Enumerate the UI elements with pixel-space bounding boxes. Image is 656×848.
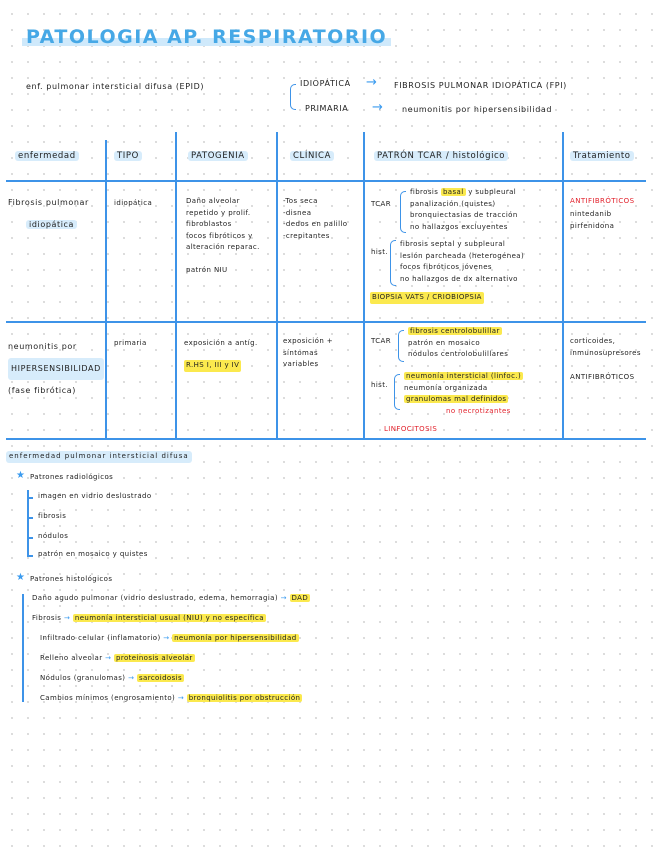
table-divider: [363, 132, 365, 438]
hist-pattern-6: Cambios mínimos (engrosamiento) → bronquiolitis por obstrucción: [40, 694, 301, 702]
header-tipo: TIPO: [114, 151, 142, 161]
row2-tcar-label: TCAR: [371, 337, 392, 345]
header-enfermedad: enfermedad: [15, 151, 79, 161]
hist-pattern-2: Fibrosis → neumonía intersticial usual (NIU) y no específica: [32, 614, 264, 622]
star-icon: ★: [16, 470, 25, 481]
table-divider: [276, 132, 278, 438]
table-divider: [6, 321, 646, 323]
row1-hist-label: hist.: [371, 248, 388, 256]
row1-disease-line1: Fibrosis pulmonar: [8, 198, 89, 207]
epid-label: enf. pulmonar intersticial difusa (EPID): [26, 82, 205, 91]
arrow-icon: →: [372, 100, 383, 115]
row2-hist-label: hist.: [371, 381, 388, 389]
tick: [27, 537, 33, 539]
table-divider: [175, 132, 177, 438]
row1-hist-items: fibrosis septal y subpleural lesión parcheada (heterogénea) focos fibróticos jóvenes no hallazgos de dx alternativo: [400, 240, 525, 283]
row2-tcar-items: fibrosis centrolobulillar patrón en mosaico nódulos centrolobulillares: [408, 327, 509, 358]
hist-line: [22, 594, 24, 702]
tcar-brace: [400, 191, 406, 233]
row2-disease: neumonitis por HIPERSENSIBILIDAD (fase fibrótica): [8, 336, 104, 402]
header-patron: PATRÓN TCAR / histológico: [374, 151, 508, 161]
row1-clinica: -Tos seca -disnea -dedos en palillo -crepitantes: [283, 197, 348, 240]
rad-item: imagen en vidrio deslustrado: [38, 492, 152, 500]
header-patogenia: PATOGENIA: [188, 151, 248, 161]
row2-treatment-antifib: ANTIFIBRÓTICOS: [570, 373, 635, 381]
tick: [27, 555, 33, 557]
row2-type: primaria: [114, 339, 147, 347]
header-clinica: CLÍNICA: [290, 151, 334, 161]
row2-treatment: corticoides, inmunosupresores: [570, 337, 641, 357]
page-title: PATOLOGIA AP. RESPIRATORIO: [22, 26, 391, 48]
row2-patogenia-hl: R.HS I, III y IV: [184, 360, 241, 372]
rad-line: [27, 490, 29, 556]
hist-title: Patrones histológicos: [30, 575, 113, 583]
row1-type: idiopática: [114, 199, 153, 207]
row1-treatment-main: ANTIFIBRÓTICOS: [570, 197, 635, 205]
branch-idiopatica-result: FIBROSIS PULMONAR IDIOPÁTICA (FPI): [394, 81, 567, 90]
arrow-icon: →: [366, 75, 377, 90]
row1-tcar-label: TCAR: [371, 200, 392, 208]
rad-item: nódulos: [38, 532, 69, 540]
branch-idiopatica: IDIOPÁTICA: [300, 79, 351, 88]
hist-pattern-1: Daño agudo pulmonar (vidrio deslustrado, edema, hemorragia) → DAD: [32, 594, 309, 602]
table-divider: [562, 132, 564, 438]
section-title: enfermedad pulmonar intersticial difusa: [6, 451, 192, 463]
row2-hist-note: no necrotizantes: [446, 407, 511, 415]
intro-brace: [290, 84, 296, 110]
row1-treatment: nintedanib pirfenidona: [570, 210, 615, 230]
row2-linfocitosis: LINFOCITOSIS: [384, 425, 438, 433]
table-divider: [6, 180, 646, 182]
table-divider: [6, 438, 646, 440]
hist-pattern-3: Infiltrado celular (inflamatorio) → neumonía por hipersensibilidad: [40, 634, 297, 642]
row2-patogenia: exposición a antíg.: [184, 339, 258, 347]
hist-brace: [390, 240, 396, 286]
branch-primaria: PRIMARIA: [305, 104, 349, 113]
table-divider: [105, 140, 107, 438]
rad-title: Patrones radiológicos: [30, 473, 114, 481]
tick: [27, 517, 33, 519]
row1-disease-line2: idiopática: [26, 220, 77, 229]
header-tratamiento: Tratamiento: [570, 151, 634, 161]
hist-pattern-5: Nódulos (granulomas) → sarcoidosis: [40, 674, 183, 682]
row2-clinica: exposición + síntomas variables: [283, 337, 334, 368]
tick: [27, 497, 33, 499]
row2-hist-items: neumonía intersticial (linfoc.) neumonía organizada granulomas mal definidos: [404, 372, 522, 403]
row1-tcar-items: fibrosis basal y subpleural panalización (quistes) bronquiectasias de tracción no hallazgos excluyentes: [410, 188, 518, 231]
hist-brace: [394, 374, 400, 410]
row1-patogenia: Daño alveolar repetido y prolif. fibroblastos focos fibróticos y alteración reparac. patrón NIU: [186, 197, 260, 274]
row1-biopsy: BIOPSIA VATS / CRIOBIOPSIA: [370, 292, 484, 304]
rad-item: patrón en mosaico y quistes: [38, 550, 148, 558]
hist-pattern-4: Relleno alveolar → proteinosis alveolar: [40, 654, 193, 662]
rad-item: fibrosis: [38, 512, 67, 520]
tcar-brace: [398, 330, 404, 362]
star-icon: ★: [16, 572, 25, 583]
branch-primaria-result: neumonitis por hipersensibilidad: [402, 105, 553, 114]
